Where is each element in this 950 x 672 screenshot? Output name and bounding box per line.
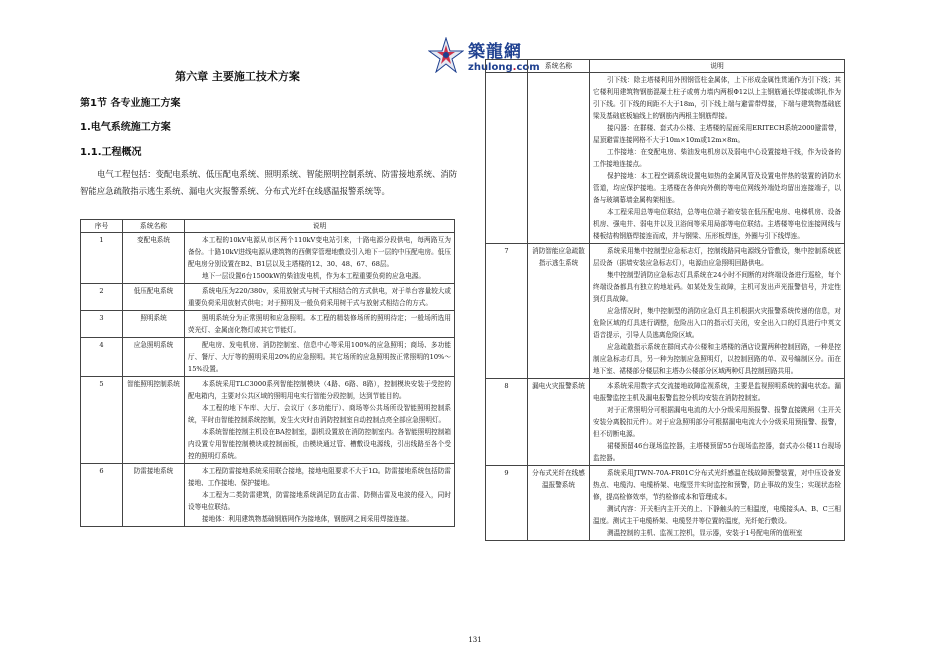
table-row xyxy=(81,377,455,464)
description-paragraph: 本系统采用TLC3000系列智能控制模块（4路、6路、8路），控制模块安装于受控的配电箱内，主要对公共区域的照明用电实行智能分段控制，达到节能目的。 xyxy=(188,380,451,400)
row-description xyxy=(185,377,455,464)
systems-table-left xyxy=(80,219,455,527)
intro-paragraph: 电气工程包括：变配电系统、低压配电系统、照明系统、智能照明控制系统、防雷接地系统、消防智能应急疏散指示逃生系统、漏电火灾报警系统、分布式光纤在线感温报警系统等。 xyxy=(80,169,458,196)
logo-url-main: zhulong xyxy=(468,62,513,73)
row-number: 3 xyxy=(81,311,123,338)
description-paragraph: 系统采用JTWN-70A-FR01C分布式光纤感温在线故障预警装置，对中压设备发热点、电缆沟、电缆桥架、电缆竖井实时监控和预警，防止事故的发生；实现状态检修，提高检修效率，节约检修成本和管理成本。 xyxy=(593,469,841,501)
row-description xyxy=(590,73,845,244)
description-paragraph: 裙楼预留46台现场监控器，主塔楼预留55台现场监控器，套式办公楼11台现场监控器。 xyxy=(593,442,841,462)
table-body xyxy=(81,233,455,527)
row-description xyxy=(590,244,845,379)
row-system-name: 应急照明系统 xyxy=(123,338,185,377)
table-header-row xyxy=(486,60,845,73)
description-paragraph: 测温控制的主机、监视工控机，显示器，安装于1号配电所的值班室 xyxy=(607,529,803,537)
row-description xyxy=(185,311,455,338)
table-row xyxy=(81,311,455,338)
description-paragraph: 测试内容：开关柜内主开关的上、下静触头的三相温度，电缆接头A、B、C三相温度。测试主干电缆桥架、电缆竖井等位置的温度，光纤蛇行敷设。 xyxy=(593,505,841,525)
table-header-row xyxy=(81,220,455,233)
description-paragraph: 应急情况时，集中控制型的消防应急灯具主机根据火灾报警系统传递的信息，对危险区域的灯具进行调整，危险出入口的指示灯关闭，安全出入口的灯具进行中英文语音提示，引导人员逃离危险区域。 xyxy=(593,307,841,339)
subsection-title: 1.电气系统施工方案 xyxy=(80,122,171,133)
right-page-column xyxy=(475,0,950,672)
chapter-title: 第六章 主要施工技术方案 xyxy=(175,70,300,83)
description-paragraph: 照明系统分为正常照明和应急照明。本工程的精装修场所的照明待定；一般场所选用荧光灯、金属卤化物灯或其它节能灯。 xyxy=(188,314,451,334)
row-system-name: 低压配电系统 xyxy=(123,284,185,311)
header-system-name: 系统名称 xyxy=(123,220,185,233)
description-paragraph: 工作接地：在变配电房、柴油发电机房以及弱电中心设置接地干线，作为设备的工作接地连接点。 xyxy=(593,148,841,168)
header-no xyxy=(486,60,528,73)
page-number: 131 xyxy=(468,636,482,644)
section-title: 第1节 各专业施工方案 xyxy=(80,98,181,109)
header-description: 说明 xyxy=(185,220,455,233)
description-paragraph: 集中控制型消防应急标志灯具系统在24小时不间断的对终端设备进行巡检，每个终端设备都具有独立的地址码。如某处发生故障，主机可发出声光报警信号，并定性到灯具故障。 xyxy=(593,271,841,303)
description-paragraph: 本系统智能控制主机设在BA控制室，副机设置放在消防控制室内。各智能照明控制箱内设置专用智能控制模块或控制面板，由模块通过管、槽敷设电源线，引出线路至各个受控的照明灯系统。 xyxy=(188,428,451,460)
description-paragraph: 系统电压为220/380v，采用放射式与树干式相结合的方式供电，对于单台容量较大或重要负荷采用放射式供电；对于照明及一般负荷采用树干式与放射式相结合的方式。 xyxy=(188,287,451,307)
row-description xyxy=(185,284,455,311)
header-no: 序号 xyxy=(81,220,123,233)
description-paragraph: 本工程为二类防雷建筑，防雷接地系统满足防直击雷、防侧击雷及电波的侵入，同时设等电位联结。 xyxy=(188,491,451,511)
row-system-name: 智能照明控制系统 xyxy=(123,377,185,464)
table-row xyxy=(81,338,455,377)
row-system-name: 防雷接地系统 xyxy=(123,464,185,527)
description-paragraph: 应急疏散指示系统在群间式办公楼和主塔楼的酒店设置两种控制回路，一种是控制应急标志灯具，另一种为控制应急照明灯，以控制回路的单、双号编制区分。而在地下室、裙楼部分楼层和主塔办公楼部分区域两种灯具控制回路共用。 xyxy=(593,343,841,375)
table-row xyxy=(486,379,845,466)
row-system-name: 分布式光纤在线感温报警系统 xyxy=(528,466,590,541)
row-number: 1 xyxy=(81,233,123,284)
row-description xyxy=(590,466,845,541)
description-paragraph: 配电房、发电机房、消防控制室、信息中心等采用100%的应急照明；商场、多功能厅、餐厅、大厅等的照明采用20%的应急照明。其它场所的应急照明按正常照明的10%～15%设置。 xyxy=(188,341,451,373)
table-row xyxy=(486,466,845,541)
logo-star-icon xyxy=(428,37,464,73)
description-paragraph: 本工程采用总等电位联结，总等电位端子箱安装在低压配电房、电梯机房、设备机房、强电井、弱电井以及卫浴间等采用局部等电位联结。主塔楼等电位连接网线与楼板结构钢筋焊接连而成，并与钢梁、压形板焊连，外圈与引下线焊连。 xyxy=(593,208,841,240)
description-paragraph: 保护接地：本工程空调系统设置电如热的金属风管及设置电伴热的装置的消防水管道，均应保护接地。主塔楼在各伸向外侧的等电位网线外端处均留出连接端子，以备与玻璃幕墙金属构架相连。 xyxy=(593,172,841,204)
row-number: 9 xyxy=(486,466,528,541)
row-description xyxy=(590,379,845,466)
systems-table-right xyxy=(485,59,845,541)
description-paragraph: 接地体：利用建筑物基础钢筋网作为接地体，钢筋网之间采用焊接连接。 xyxy=(202,515,413,523)
description-paragraph: 本工程防雷接地系统采用联合接地，接地电阻要求不大于1Ω。防雷接地系统包括防雷接地、工作接地、保护接地。 xyxy=(188,467,451,487)
row-system-name: 漏电火灾报警系统 xyxy=(528,379,590,466)
row-system-name: 照明系统 xyxy=(123,311,185,338)
row-description xyxy=(185,464,455,527)
description-paragraph: 接闪器：在群楼、套式办公楼、主塔楼的屋面采用ERITECH系统2000避雷带，屋顶避雷连接网格不大于10m×10m或12m×8m。 xyxy=(593,124,841,144)
description-paragraph: 引下线：除主塔楼利用外围钢管柱金属体，上下形成金属性贯通作为引下线；其它楼利用建筑物钢筋混凝土柱子或剪力墙内两根Φ12以上主钢筋通长焊接或绑扎作为引下线。引下线的间距不大于18m，引下线上端与避雷带焊接，下端与建筑物基础底梁及基础底板轴线上的钢筋内两根主钢筋焊接。 xyxy=(593,76,841,120)
row-number xyxy=(486,73,528,244)
header-system-name: 系统名称 xyxy=(528,60,590,73)
row-description xyxy=(185,338,455,377)
row-system-name xyxy=(528,73,590,244)
row-number: 5 xyxy=(81,377,123,464)
logo-url-tld: com xyxy=(516,62,540,73)
row-number: 7 xyxy=(486,244,528,379)
table-body xyxy=(486,73,845,541)
table-row xyxy=(486,73,845,244)
header-description: 说明 xyxy=(590,60,845,73)
table-row xyxy=(81,464,455,527)
description-paragraph: 系统采用集中控制型应急标志灯，控制线路同电源线分管敷设，集中控制系统底层设备（据墙安装应急标志灯），电源由应急照明回路供电。 xyxy=(593,247,841,267)
description-paragraph: 对于正常照明分可根据漏电电流的大小分级采用预报警、报警直接跳闸（主开关安装分离脱扣元件）。对于应急照明部分可根据漏电电流大小分级采用预报警、报警，但不切断电源。 xyxy=(593,406,841,438)
description-paragraph: 本工程的10kV电源从市区两个110kV变电站引来，十路电源分段供电，每两路互为备份。十路10kV进线电源从建筑物的西侧穿管埋地敷设引入地下一层的中压配电房。低压配电房分别设置在B2、B1层以及主塔楼的12、30、48、67、68层。 xyxy=(188,236,451,268)
row-number: 4 xyxy=(81,338,123,377)
row-number: 8 xyxy=(486,379,528,466)
description-paragraph: 本工程的地下车库、大厅、会议厅（多功能厅）、商场等公共场所设智能照明控制系统，平时由智能控制系统控制，发生火灾时由消防控制室自动控制点亮全部应急照明灯。 xyxy=(188,404,451,424)
table-row xyxy=(486,244,845,379)
row-description xyxy=(185,233,455,284)
description-paragraph: 本系统采用数字式交流接地故障监视系统，主要是监视照明系统的漏电状态。漏电报警监控主机及漏电报警监控分机均安装在消防控制室。 xyxy=(593,382,841,402)
logo-text: 築龍網 xyxy=(468,42,522,62)
row-system-name: 变配电系统 xyxy=(123,233,185,284)
description-paragraph: 地下一层设置6台1500kW的柴油发电机，作为本工程重要负荷的应急电源。 xyxy=(202,272,425,280)
table-row xyxy=(81,284,455,311)
row-number: 6 xyxy=(81,464,123,527)
logo-url-dot: . xyxy=(512,62,517,73)
table-row xyxy=(81,233,455,284)
row-system-name: 消防智能应急疏散指示逃生系统 xyxy=(528,244,590,379)
subsubsection-title: 1.1.工程概况 xyxy=(80,147,142,158)
row-number: 2 xyxy=(81,284,123,311)
